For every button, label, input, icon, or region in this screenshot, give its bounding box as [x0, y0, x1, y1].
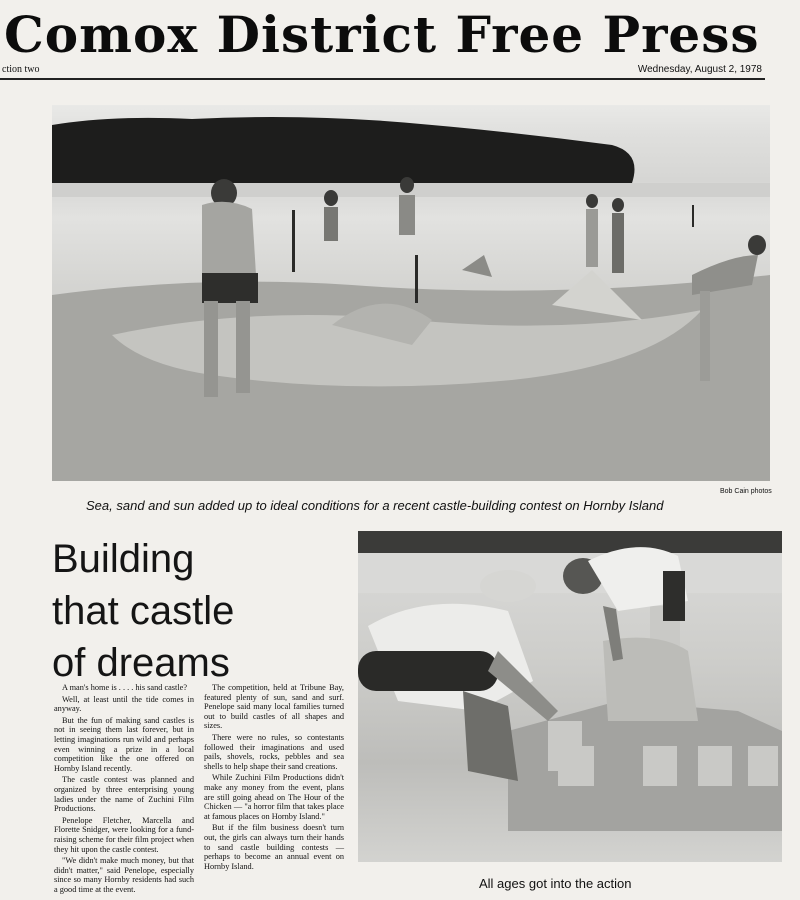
builders-scene-illustration	[358, 531, 782, 862]
headline-line-3: of dreams	[52, 641, 230, 685]
paragraph: A man's home is . . . . his sand castle?	[62, 683, 188, 692]
paragraph: "We didn't make much money, but that didn't matter," said Penelope, especially since so many Hornby residents had such a good time at the event.	[54, 856, 194, 894]
article-column-1	[54, 683, 194, 896]
photo-credit: Bob Cain photos	[720, 488, 772, 495]
beach-scene-illustration	[52, 105, 770, 481]
section-label: ction two	[2, 64, 40, 75]
article-column-2	[204, 683, 344, 873]
builders-photo	[358, 531, 782, 862]
paragraph: There were no rules, so contestants followed their imaginations and used pails, shovels, rocks, pebbles and sea shells to help shape their sand creations.	[204, 732, 344, 771]
masthead-rule	[0, 78, 765, 80]
paragraph: While Zuchini Film Productions didn't make any money from the event, plans are still going ahead on The Hour of the Chicken — "a horror film that takes place at famous places on Hornby Island."	[204, 773, 344, 821]
paragraph: Well, at least until the tide comes in anyway.	[54, 694, 194, 714]
beach-castle-photo	[52, 105, 770, 481]
bottom-photo-caption: All ages got into the action	[479, 876, 632, 891]
dateline: Wednesday, August 2, 1978	[637, 64, 762, 75]
paragraph: Penelope Fletcher, Marcella and Florette Snidger, were looking for a fund-raising scheme for their film project when they hit upon the castle contest.	[54, 815, 194, 854]
paragraph: The competition, held at Tribune Bay, featured plenty of sun, sand and surf. Penelope said many local families turned out to build castles of all shapes and sizes.	[204, 683, 344, 731]
article-headline	[52, 533, 352, 689]
top-photo-caption: Sea, sand and sun added up to ideal conditions for a recent castle-building contest on Hornby Island	[86, 498, 664, 513]
headline-line-2: that castle	[52, 589, 235, 633]
headline-line-1: Building	[52, 537, 195, 581]
paragraph: But the fun of making sand castles is not in seeing them last forever, but in letting imaginations run wild and perhaps even winning a prize in a local competition like the one offered on Hornby Island recently.	[54, 715, 194, 773]
paragraph: The castle contest was planned and organized by three enterprising young ladies under the name of Zuchini Film Productions.	[54, 775, 194, 814]
masthead-title: Comox District Free Press	[4, 5, 760, 64]
paragraph: But if the film business doesn't turn out, the girls can always turn their hands to sand castle building contests — perhaps to become an annual event on Hornby Island.	[204, 823, 344, 871]
